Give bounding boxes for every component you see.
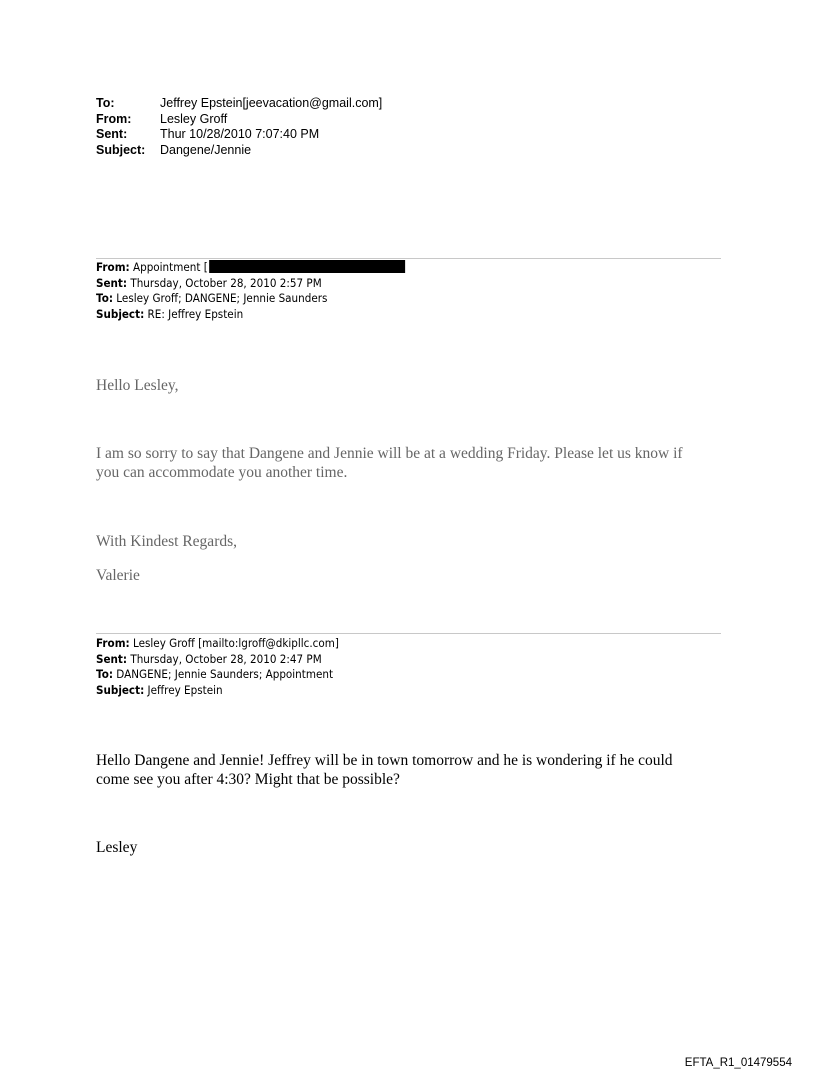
header-to-label: To: — [96, 96, 115, 110]
reply-header — [96, 260, 406, 323]
original-signature: Lesley — [96, 839, 138, 856]
original-header — [96, 636, 339, 699]
header-sent-row — [96, 127, 382, 143]
divider-reply — [96, 258, 721, 259]
document-id: EFTA_R1_01479554 — [684, 1057, 792, 1069]
reply-signature: Valerie — [96, 567, 140, 584]
original-to-label: To: — [96, 668, 114, 682]
original-body-line-2: come see you after 4:30? Might that be possible? — [96, 771, 400, 788]
header-subject-row — [96, 143, 382, 159]
reply-from-value: Appointment [ — [133, 261, 208, 274]
header-subject-value: Dangene/Jennie — [160, 142, 252, 157]
reply-greeting: Hello Lesley, — [96, 377, 179, 394]
header-from-row — [96, 112, 382, 128]
reply-closing: With Kindest Regards, — [96, 533, 238, 550]
original-body-line-1: Hello Dangene and Jennie! Jeffrey will be in town tomorrow and he is wondering if he could — [96, 752, 673, 769]
reply-subject-value: RE: Jeffrey Epstein — [147, 308, 244, 322]
original-subject-label: Subject: — [96, 684, 145, 698]
reply-sent-label: Sent: — [96, 276, 128, 290]
original-sent-label: Sent: — [96, 652, 128, 666]
header-to-row — [96, 96, 382, 112]
original-sent-value: Thursday, October 28, 2010 2:47 PM — [130, 652, 322, 666]
reply-body-line-1: I am so sorry to say that Dangene and Jennie will be at a wedding Friday. Please let us know if — [96, 445, 683, 462]
reply-body-line-2: you can accommodate you another time. — [96, 464, 348, 481]
original-body — [96, 751, 673, 789]
divider-original — [96, 633, 721, 634]
original-subject-value: Jeffrey Epstein — [147, 684, 223, 698]
original-from-value: Lesley Groff [mailto:lgroff@dkipllc.com] — [133, 637, 339, 650]
header-to-value: Jeffrey Epstein[jeevacation@gmail.com] — [160, 96, 383, 110]
reply-to-label: To: — [96, 292, 114, 306]
email-header — [96, 96, 382, 158]
reply-subject-label: Subject: — [96, 308, 145, 322]
header-subject-label: Subject: — [96, 142, 146, 157]
header-from-value: Lesley Groff — [160, 111, 228, 126]
original-from-label: From: — [96, 637, 130, 650]
header-from-label: From: — [96, 111, 132, 126]
reply-to-value: Lesley Groff; DANGENE; Jennie Saunders — [116, 292, 328, 306]
reply-body — [96, 444, 683, 482]
original-to-value: DANGENE; Jennie Saunders; Appointment — [116, 668, 334, 682]
reply-from-label: From: — [96, 261, 130, 274]
header-sent-label: Sent: — [96, 127, 128, 141]
reply-sent-value: Thursday, October 28, 2010 2:57 PM — [130, 276, 322, 290]
header-sent-value: Thur 10/28/2010 7:07:40 PM — [160, 127, 320, 141]
redaction-bar — [210, 260, 406, 273]
